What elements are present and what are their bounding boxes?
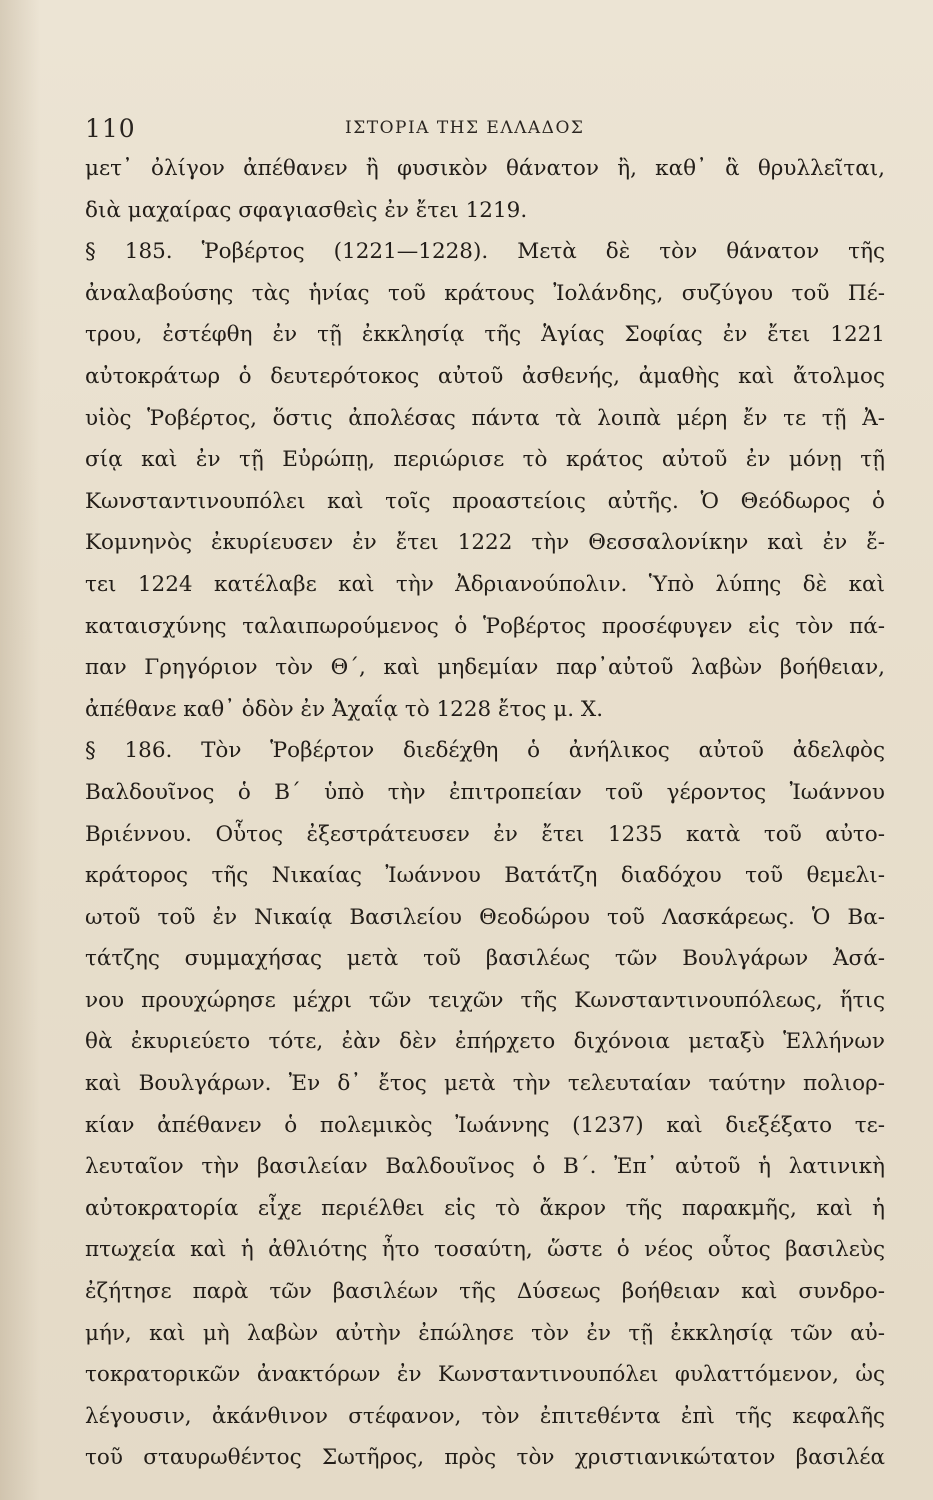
text-line: ἀπέθανε καθ᾽ ὁδὸν ἐν Ἀχαΐᾳ τὸ 1228 ἔτος μ. Χ.: [85, 696, 604, 722]
body-text: [85, 148, 885, 1479]
text-line: τει 1224 κατέλαβε καὶ τὴν Ἀδριανούπολιν. Ὑπὸ λύπης δὲ καὶ: [85, 571, 885, 597]
text-line: ωτοῦ τοῦ ἐν Νικαίᾳ Βασιλείου Θεοδώρου τοῦ Λασκάρεως. Ὁ Βα-: [85, 904, 885, 930]
text-line: πτωχεία καὶ ἡ ἀθλιότης ἦτο τοσαύτη, ὥστε ὁ νέος οὗτος βασιλεὺς: [85, 1237, 885, 1263]
text-line: παν Γρηγόριον τὸν Θ΄, καὶ μηδεμίαν παρ᾽αὐτοῦ λαβὼν βοήθειαν,: [85, 655, 885, 681]
text-line: τάτζης συμμαχήσας μετὰ τοῦ βασιλέως τῶν Βουλγάρων Ἀσά-: [85, 946, 885, 972]
text-line: κράτορος τῆς Νικαίας Ἰωάννου Βατάτζη διαδόχου τοῦ θεμελι-: [85, 863, 885, 889]
page-header: [85, 112, 885, 152]
text-line: § 185. Ῥοβέρτος (1221—1228). Μετὰ δὲ τὸν θάνατον τῆς: [85, 239, 885, 265]
text-line: κίαν ἀπέθανεν ὁ πολεμικὸς Ἰωάννης (1237) καὶ διεξέξατο τε-: [85, 1112, 885, 1138]
text-line: μετ᾽ ὀλίγον ἀπέθανεν ἢ φυσικὸν θάνατον ἢ, καθ᾽ ἃ θρυλλεῖται,: [85, 156, 885, 181]
text-line: νου προυχώρησε μέχρι τῶν τειχῶν τῆς Κωνσταντινουπόλεως, ἥτις: [85, 987, 885, 1013]
text-line: Βαλδουῖνος ὁ Β΄ ὑπὸ τὴν ἐπιτροπείαν τοῦ γέροντος Ἰωάννου: [85, 779, 885, 805]
text-line: αὐτοκρατορία εἶχε περιέλθει εἰς τὸ ἄκρον τῆς παρακμῆς, καὶ ἡ: [85, 1195, 885, 1221]
text-line: διὰ μαχαίρας σφαγιασθεὶς ἐν ἔτει 1219.: [85, 197, 528, 223]
text-line: σίᾳ καὶ ἐν τῇ Εὐρώπῃ, περιώρισε τὸ κράτος αὐτοῦ ἐν μόνῃ τῇ: [85, 447, 885, 473]
page-number: 110: [85, 114, 136, 143]
text-line: Κομνηνὸς ἐκυρίευσεν ἐν ἔτει 1222 τὴν Θεσσαλονίκην καὶ ἐν ἔ-: [85, 530, 885, 556]
text-line: θὰ ἐκυριεύετο τότε, ἐὰν δὲν ἐπήρχετο διχόνοια μεταξὺ Ἑλλήνων: [85, 1029, 885, 1055]
text-line: ἐζήτησε παρὰ τῶν βασιλέων τῆς Δύσεως βοήθειαν καὶ συνδρο-: [85, 1279, 885, 1305]
text-line: τοῦ σταυρωθέντος Σωτῆρος, πρὸς τὸν χριστιανικώτατον βασιλέα: [85, 1445, 885, 1471]
text-line: § 186. Τὸν Ῥοβέρτον διεδέχθη ὁ ἀνήλικος αὐτοῦ ἀδελφὸς: [85, 738, 885, 764]
text-line: Βριέννου. Οὗτος ἐξεστράτευσεν ἐν ἔτει 1235 κατὰ τοῦ αὐτο-: [85, 821, 885, 847]
text-line: καταισχύνης ταλαιπωρούμενος ὁ Ῥοβέρτος προσέφυγεν εἰς τὸν πά-: [85, 613, 885, 639]
text-line: τοκρατορικῶν ἀνακτόρων ἐν Κωνσταντινουπόλει φυλαττόμενον, ὡς: [85, 1362, 885, 1388]
text-line: λέγουσιν, ἀκάνθινον στέφανον, τὸν ἐπιτεθέντα ἐπὶ τῆς κεφαλῆς: [85, 1403, 885, 1429]
page-edge-shadow: [0, 0, 40, 1500]
text-line: Κωνσταντινουπόλει καὶ τοῖς προαστείοις αὐτῆς. Ὁ Θεόδωρος ὁ: [85, 488, 885, 514]
running-title: ΙΣΤΟΡΙΑ ΤΗΣ ΕΛΛΑΔΟΣ: [345, 118, 585, 138]
text-line: μήν, καὶ μὴ λαβὼν αὐτὴν ἐπώλησε τὸν ἐν τῇ ἐκκλησίᾳ τῶν αὐ-: [85, 1320, 885, 1346]
text-line: υἱὸς Ῥοβέρτος, ὅστις ἀπολέσας πάντα τὰ λοιπὰ μέρη ἔν τε τῇ Ἀ-: [85, 405, 885, 431]
text-line: τρου, ἐστέφθη ἐν τῇ ἐκκλησίᾳ τῆς Ἁγίας Σοφίας ἐν ἔτει 1221: [85, 322, 885, 348]
text-line: λευταῖον τὴν βασιλείαν Βαλδουῖνος ὁ Β΄. Ἐπ᾽ αὐτοῦ ἡ λατινικὴ: [85, 1154, 885, 1180]
text-line: καὶ Βουλγάρων. Ἐν δ᾽ ἔτος μετὰ τὴν τελευταίαν ταύτην πολιορ-: [85, 1071, 885, 1097]
text-line: αὐτοκράτωρ ὁ δευτερότοκος αὐτοῦ ἀσθενής, ἀμαθὴς καὶ ἄτολμος: [85, 363, 885, 389]
text-line: ἀναλαβούσης τὰς ἡνίας τοῦ κράτους Ἰολάνδης, συζύγου τοῦ Πέ-: [85, 280, 885, 306]
